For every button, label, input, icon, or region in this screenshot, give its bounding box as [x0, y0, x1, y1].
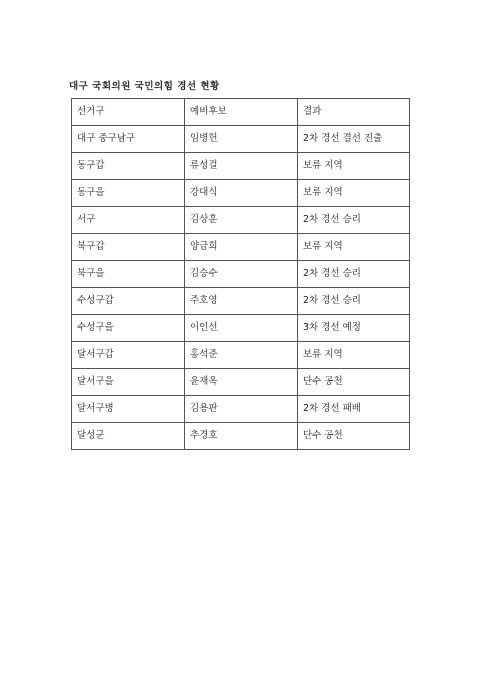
cell-district: 동구을: [72, 180, 185, 207]
cell-result: 2차 경선 승리: [298, 288, 410, 315]
table-row: [72, 315, 410, 342]
cell-district: 달성군: [72, 423, 185, 450]
cell-district: 대구 중구남구: [72, 126, 185, 153]
cell-result: 보류 지역: [298, 180, 410, 207]
cell-district: 북구갑: [72, 234, 185, 261]
cell-result: 단수 공천: [298, 369, 410, 396]
header-result: 결과: [298, 99, 410, 126]
cell-district: 서구: [72, 207, 185, 234]
table-row: [72, 180, 410, 207]
cell-candidate: 김승수: [185, 261, 298, 288]
document-title: 대구 국회의원 국민의힘 경선 현황: [69, 81, 220, 92]
header-district: 선거구: [72, 99, 185, 126]
cell-candidate: 김용판: [185, 396, 298, 423]
cell-candidate: 양금희: [185, 234, 298, 261]
cell-district: 동구갑: [72, 153, 185, 180]
table-row: [72, 261, 410, 288]
cell-candidate: 임병헌: [185, 126, 298, 153]
cell-result: 보류 지역: [298, 153, 410, 180]
cell-result: 보류 지역: [298, 234, 410, 261]
cell-district: 달서구병: [72, 396, 185, 423]
cell-result: 보류 지역: [298, 342, 410, 369]
table-row: [72, 342, 410, 369]
table-row: [72, 153, 410, 180]
cell-candidate: 추경호: [185, 423, 298, 450]
cell-candidate: 이인선: [185, 315, 298, 342]
cell-district: 수성구갑: [72, 288, 185, 315]
cell-candidate: 주호영: [185, 288, 298, 315]
cell-district: 달서구갑: [72, 342, 185, 369]
table-row: [72, 207, 410, 234]
cell-result: 단수 공천: [298, 423, 410, 450]
primary-results-table: [71, 98, 410, 450]
cell-candidate: 윤재옥: [185, 369, 298, 396]
table-row: [72, 423, 410, 450]
cell-candidate: 류성걸: [185, 153, 298, 180]
cell-candidate: 홍석준: [185, 342, 298, 369]
table-row: [72, 288, 410, 315]
cell-result: 3차 경선 예정: [298, 315, 410, 342]
cell-district: 북구을: [72, 261, 185, 288]
cell-result: 2차 경선 승리: [298, 207, 410, 234]
cell-result: 2차 경선 승리: [298, 261, 410, 288]
table-row: [72, 126, 410, 153]
table-row: [72, 234, 410, 261]
header-candidate: 예비후보: [185, 99, 298, 126]
cell-district: 달서구을: [72, 369, 185, 396]
cell-candidate: 김상훈: [185, 207, 298, 234]
cell-result: 2차 경선 결선 진출: [298, 126, 410, 153]
cell-candidate: 강대식: [185, 180, 298, 207]
cell-result: 2차 경선 패배: [298, 396, 410, 423]
cell-district: 수성구을: [72, 315, 185, 342]
table-header-row: [72, 99, 410, 126]
table-row: [72, 396, 410, 423]
table-row: [72, 369, 410, 396]
